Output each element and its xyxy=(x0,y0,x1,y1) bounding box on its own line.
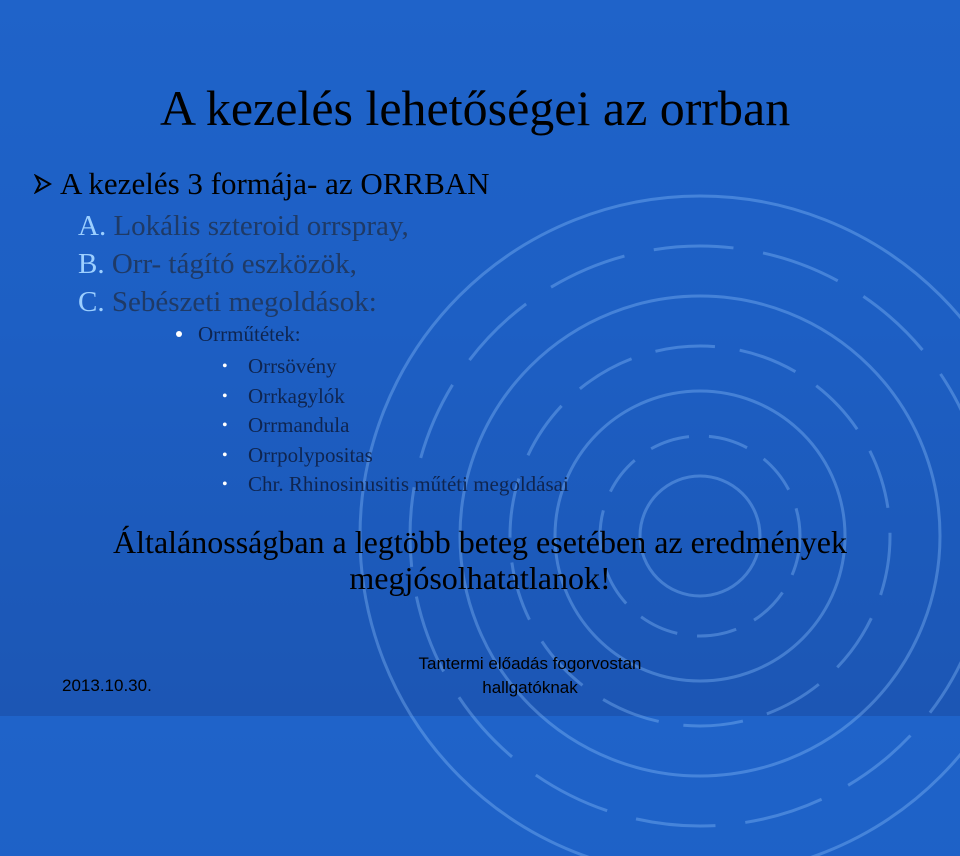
list-item-text: Chr. Rhinosinusitis műtéti megoldásai xyxy=(248,472,569,496)
option-text: Orr- tágító eszközök, xyxy=(111,248,357,280)
conclusion-line-2: megjósolhatatlanok! xyxy=(349,560,611,596)
footer-date: 2013.10.30. xyxy=(62,676,152,695)
list-item xyxy=(222,441,569,471)
list-item-text: Orrpolypositas xyxy=(248,442,373,467)
conclusion-line-1: Általánosságban a legtöbb beteg esetében az eredmények xyxy=(113,524,847,560)
main-bullet xyxy=(34,164,934,204)
slide-title: A kezelés lehetőségei az orrban xyxy=(160,80,791,136)
conclusion-text xyxy=(40,524,920,596)
surgery-list xyxy=(222,352,569,500)
bullet-icon: • xyxy=(222,446,228,464)
bullet-icon: • xyxy=(222,476,228,493)
option-text: Lokális szteroid orrspray, xyxy=(113,210,409,242)
surgery-heading xyxy=(176,320,301,348)
option-item xyxy=(78,246,778,282)
option-item xyxy=(78,284,778,320)
option-letter: B. xyxy=(78,248,105,280)
option-item xyxy=(78,208,778,244)
main-bullet-text: A kezelés 3 formája- az ORRBAN xyxy=(60,166,490,201)
option-letter: C. xyxy=(78,286,105,318)
list-item-text: Orrsövény xyxy=(248,354,337,378)
footer-caption-line-1: Tantermi előadás fogorvostan xyxy=(418,654,642,673)
list-item xyxy=(222,382,569,412)
list-item xyxy=(222,470,569,500)
round-bullet-icon xyxy=(176,331,182,337)
list-item xyxy=(222,411,569,441)
bullet-icon: • xyxy=(222,387,228,405)
footer-caption xyxy=(340,652,720,700)
bullet-icon: • xyxy=(222,417,228,434)
list-item xyxy=(222,352,569,382)
option-letter: A. xyxy=(78,210,107,242)
list-item-text: Orrmandula xyxy=(248,413,350,437)
list-item-text: Orrkagylók xyxy=(248,383,345,408)
bullet-icon: • xyxy=(222,358,228,375)
surgery-label: Orrműtétek: xyxy=(198,322,301,346)
option-text: Sebészeti megoldások: xyxy=(111,286,377,318)
arrow-bullet-icon xyxy=(34,164,60,204)
footer-caption-line-2: hallgatóknak xyxy=(482,678,578,697)
